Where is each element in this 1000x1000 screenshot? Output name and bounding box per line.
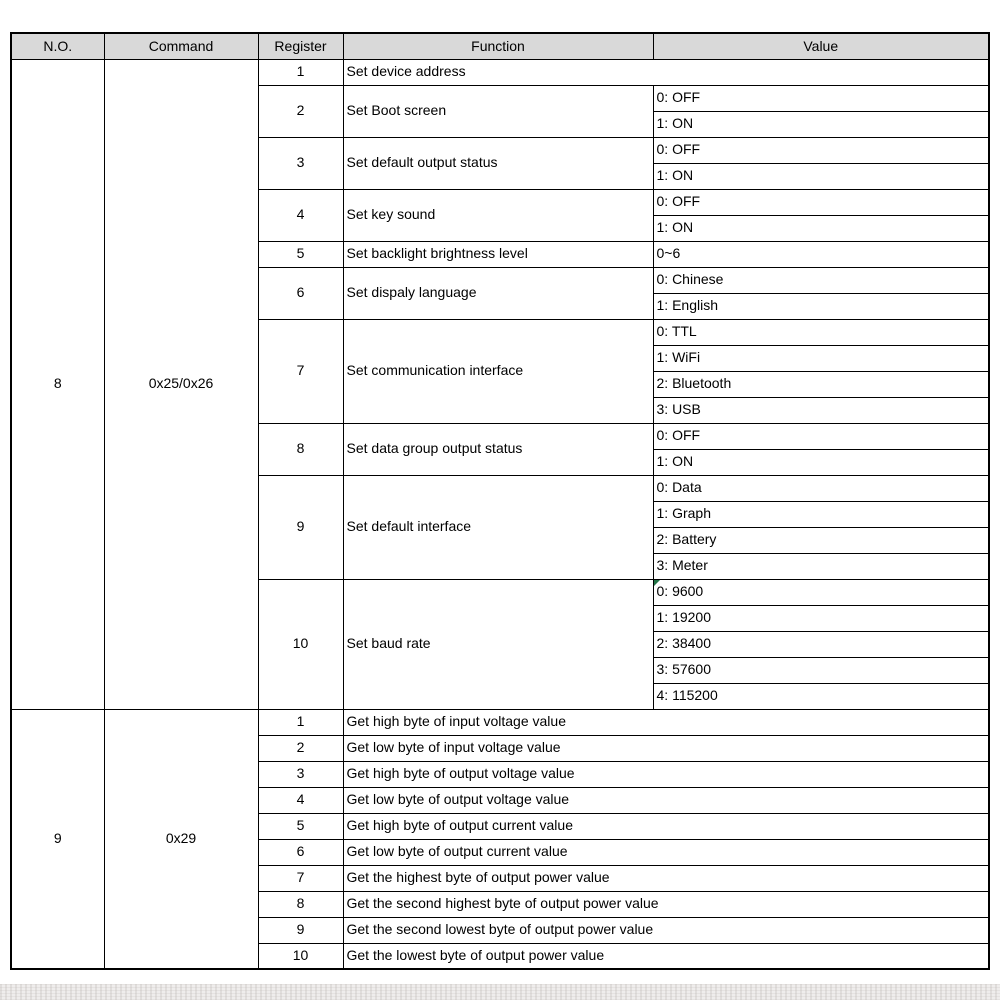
value-cell: 1: ON [653,449,989,475]
function-cell: Set key sound [343,189,653,241]
value-cell: 0: 9600 [653,579,989,605]
table-body [11,59,989,969]
value-cell: 4: 115200 [653,683,989,709]
register-cell: 10 [258,943,343,969]
value-cell: 0~6 [653,241,989,267]
register-cell: 3 [258,137,343,189]
function-cell: Get the second lowest byte of output power value [343,917,989,943]
register-cell: 2 [258,735,343,761]
function-cell: Get low byte of output current value [343,839,989,865]
function-cell: Get low byte of output voltage value [343,787,989,813]
value-cell: 3: 57600 [653,657,989,683]
value-cell: 0: OFF [653,137,989,163]
value-cell: 1: ON [653,215,989,241]
function-cell: Get low byte of input voltage value [343,735,989,761]
value-cell: 2: Battery [653,527,989,553]
function-cell: Set communication interface [343,319,653,423]
register-cell: 5 [258,813,343,839]
value-cell: 1: ON [653,111,989,137]
value-cell: 1: English [653,293,989,319]
function-cell: Get high byte of output voltage value [343,761,989,787]
function-cell: Get high byte of output current value [343,813,989,839]
table-row [11,59,989,85]
header-command: Command [104,33,258,59]
register-cell: 7 [258,319,343,423]
green-corner-marker-icon [654,580,660,586]
register-cell: 4 [258,189,343,241]
register-cell: 9 [258,475,343,579]
register-cell: 6 [258,839,343,865]
function-cell: Set backlight brightness level [343,241,653,267]
function-cell: Get high byte of input voltage value [343,709,989,735]
table-header-row [11,33,989,59]
table-row [11,709,989,735]
function-cell: Set data group output status [343,423,653,475]
value-cell: 0: Chinese [653,267,989,293]
value-cell: 1: 19200 [653,605,989,631]
command-register-table [10,32,990,970]
register-cell: 7 [258,865,343,891]
register-cell: 3 [258,761,343,787]
function-cell: Get the second highest byte of output power value [343,891,989,917]
header-function: Function [343,33,653,59]
value-cell: 3: USB [653,397,989,423]
bottom-artifact-strip [0,984,1000,1000]
header-no: N.O. [11,33,104,59]
register-cell: 6 [258,267,343,319]
no-cell: 9 [11,709,104,969]
value-cell: 2: 38400 [653,631,989,657]
value-cell: 0: OFF [653,189,989,215]
register-cell: 10 [258,579,343,709]
register-cell: 1 [258,709,343,735]
value-cell: 0: Data [653,475,989,501]
value-cell: 3: Meter [653,553,989,579]
function-cell: Get the highest byte of output power value [343,865,989,891]
value-cell: 0: TTL [653,319,989,345]
value-cell: 0: OFF [653,85,989,111]
function-cell: Set default output status [343,137,653,189]
register-cell: 1 [258,59,343,85]
function-cell: Set Boot screen [343,85,653,137]
value-cell: 2: Bluetooth [653,371,989,397]
command-cell: 0x25/0x26 [104,59,258,709]
value-cell: 1: ON [653,163,989,189]
register-cell: 5 [258,241,343,267]
function-cell: Get the lowest byte of output power value [343,943,989,969]
command-cell: 0x29 [104,709,258,969]
function-cell: Set dispaly language [343,267,653,319]
no-cell: 8 [11,59,104,709]
function-cell: Set device address [343,59,989,85]
function-cell: Set default interface [343,475,653,579]
value-cell: 1: Graph [653,501,989,527]
function-cell: Set baud rate [343,579,653,709]
register-cell: 8 [258,891,343,917]
value-cell: 0: OFF [653,423,989,449]
header-value: Value [653,33,989,59]
register-cell: 8 [258,423,343,475]
register-cell: 4 [258,787,343,813]
register-cell: 9 [258,917,343,943]
value-cell: 1: WiFi [653,345,989,371]
header-register: Register [258,33,343,59]
register-cell: 2 [258,85,343,137]
